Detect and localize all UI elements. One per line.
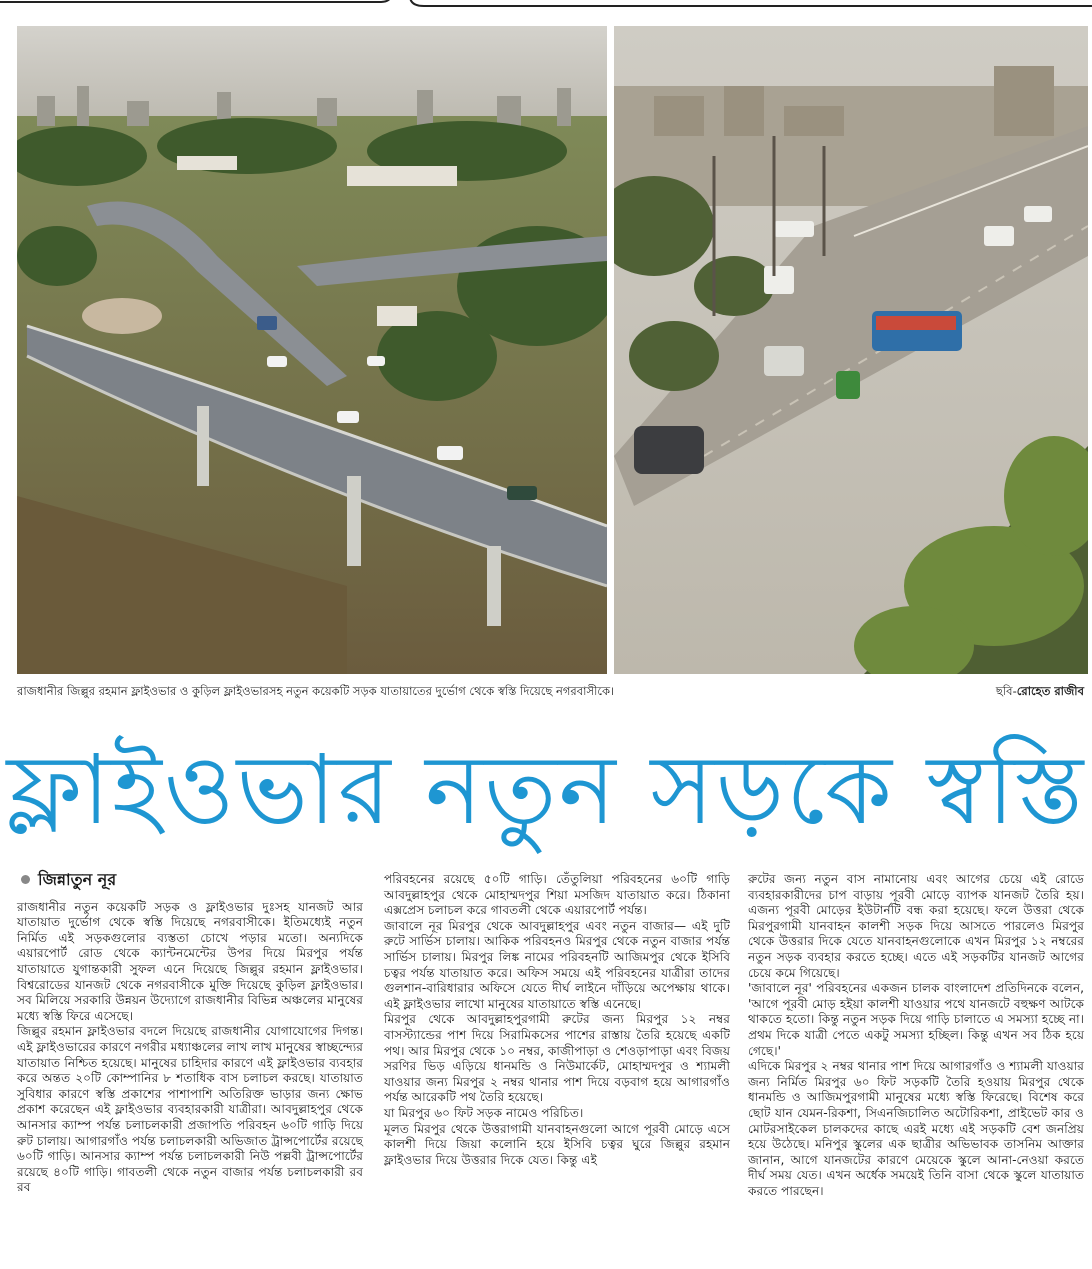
author-name: জিন্নাতুন নূর bbox=[38, 870, 117, 889]
photo-credit-name: রোহেত রাজীব bbox=[1016, 684, 1084, 698]
flyover-photo bbox=[17, 26, 607, 674]
paragraph: পরিবহনের রয়েছে ৫০টি গাড়ি। তেঁতুলিয়া পরিবহনের ৬০টি গাড়ি আবদুল্লাহপুর থেকে মোহাম্মদপুর শিয়া মসজিদ যাতায়াত করে। ঠিকানা এক্সপ্রেস চলাচল করে গাবতলী থেকে এয়ারপোর্ট পর্যন্ত। bbox=[384, 872, 730, 918]
paragraph: এদিকে মিরপুর ২ নম্বর থানার পাশ দিয়ে আগারগাঁও ও শ্যামলী যাওয়ার জন্য নির্মিত মিরপুর ৬০ ফিট সড়কটি তৈরি হওয়ায় মিরপুর থেকে ধানমন্ডি ও আজিমপুরগামী মানুষের মধ্যে স্বস্তি ফিরেছে। বিশেষ করে ছোট যান যেমন-রিকশা, সিএনজিচালিত অটোরিকশা, প্রাইভেট কার ও মোটরসাইকেল চালকদের কাছে এরই মধ্যে এই সড়কটি বেশ জনপ্রিয় হয়ে উঠেছে। মনিপুর স্কুলের এক ছাত্রীর অভিভাবক তাসনিম আক্তার জানান, আগে যানজটের কারণে মেয়েকে স্কুলে আনা-নেওয়া করতে দীর্ঘ সময় যেত। এখন অর্ধেক সময়েই তিনি বাসা থেকে স্কুলে যাতায়াত করতে পারছেন। bbox=[748, 1059, 1084, 1198]
highway-photo bbox=[614, 26, 1088, 674]
headline: ফ্লাইওভার নতুন সড়কে স্বস্তি bbox=[6, 734, 1086, 846]
paragraph: জাবালে নূর মিরপুর থেকে আবদুল্লাহপুর এবং নতুন বাজার— এই দুটি রুটে সার্ভিস চালায়। আকিক পরিবহনও মিরপুর থেকে নতুন বাজার পর্যন্ত সার্ভিস চালায়। মিরপুর লিঙ্ক নামের পরিবহনটি আজিমপুর থেকে ইসিবি চত্বর পর্যন্ত যাতায়াত করে। অফিস সময়ে এই পরিবহনের যাত্রীরা তাদের গুলশান-বারিধারার অফিসে যেতে দীর্ঘ লাইনে দাঁড়িয়ে অপেক্ষায় থাকে। এই ফ্লাইওভার লাখো মানুষের যাতায়াতে স্বস্তি এনেছে। bbox=[384, 918, 730, 1011]
byline bbox=[17, 872, 363, 888]
paragraph: মূলত মিরপুর থেকে উত্তরাগামী যানবাহনগুলো আগে পূরবী মোড়ে এসে কালশী দিয়ে জিয়া কলোনি হয়ে ইসিবি চত্বর ঘুরে জিল্লুর রহমান ফ্লাইওভার দিয়ে উত্তরার দিকে যেত। কিন্তু এই bbox=[384, 1121, 730, 1167]
article-column-3 bbox=[748, 872, 1084, 1199]
paragraph: যা মিরপুর ৬০ ফিট সড়ক নামেও পরিচিত। bbox=[384, 1105, 584, 1120]
photo-credit bbox=[996, 683, 1084, 702]
article-column-1 bbox=[17, 872, 363, 1196]
photo-credit-prefix: ছবি- bbox=[995, 684, 1017, 698]
paragraph: মিরপুর থেকে আবদুল্লাহপুরগামী রুটের জন্য মিরপুর ১২ নম্বর বাসস্ট্যান্ডের পাশ দিয়ে সিরামিকসের পাশের রাস্তায় তৈরি হয়েছে একটি পথ। আর মিরপুর থেকে ১০ নম্বর, কাজীপাড়া ও শেওড়াপাড়া এবং বিজয় সরণির ভিড় এড়িয়ে ধানমন্ডি ও নিউমার্কেট, মোহাম্মদপুর ও শ্যামলী যাওয়ার জন্য মিরপুর ২ নম্বর থানার পাশ দিয়ে বড়বাগ হয়ে আগারগাঁও পর্যন্ত আরেকটি পথ তৈরি হয়েছে। bbox=[384, 1012, 730, 1105]
top-border-decoration bbox=[0, 0, 1092, 18]
bullet-icon bbox=[21, 875, 30, 884]
article-column-2 bbox=[384, 872, 730, 1168]
photo-caption: রাজধানীর জিল্লুর রহমান ফ্লাইওভার ও কুড়িল ফ্লাইওভারসহ নতুন কয়েকটি সড়ক যাতায়াতের দুর্ভোগ থেকে স্বস্তি দিয়েছে নগরবাসীকে। bbox=[17, 684, 615, 698]
paragraph: রাজধানীর নতুন কয়েকটি সড়ক ও ফ্লাইওভার দুঃসহ যানজট আর যাতায়াত দুর্ভোগ থেকে স্বস্তি দিয়েছে নগরবাসীকে। ইতিমধ্যেই নতুন নির্মিত এই সড়কগুলোর ব্যস্ততা চোখে পড়ার মতো। অন্যদিকে এয়ারপোর্ট রোড থেকে ক্যান্টনমেন্টের উপর দিয়ে মিরপুর পর্যন্ত যাতায়াতে যুগান্তকারী সুফল এনে দিয়েছে জিল্লুর রহমান ফ্লাইওভার। বিশ্বরোডের যানজট থেকে নগরবাসীকে মুক্তি দিয়েছে কুড়িল ফ্লাইওভার। সব মিলিয়ে সরকারি উন্নয়ন উদ্যোগে রাজধানীর বিভিন্ন অঞ্চলের মানুষের মধ্যে স্বস্তি ফিরে এসেছে। bbox=[17, 899, 363, 1023]
paragraph: 'জাবালে নূর' পরিবহনের একজন চালক বাংলাদেশ প্রতিদিনকে বলেন, 'আগে পূরবী মোড় হইয়া কালশী যাওয়ার পথে যানজটে বহুক্ষণ আটকে থাকতে হতো। কিন্তু নতুন সড়ক দিয়ে গাড়ি চালাতে এ সমস্যা হচ্ছে না। প্রথম দিকে যাত্রী পেতে একটু সমস্যা হচ্ছিল। কিন্তু এখন সব ঠিক হয়ে গেছে।' bbox=[748, 981, 1084, 1058]
paragraph: জিল্লুর রহমান ফ্লাইওভার বদলে দিয়েছে রাজধানীর যোগাযোগের দিগন্ত। এই ফ্লাইওভারের কারণে নগরীর মধ্যাঞ্চলের লাখ লাখ মানুষের স্বাচ্ছন্দ্যের যাতায়াত নিশ্চিত হয়েছে। মানুষের চাহিদার কারণে এই ফ্লাইওভার ব্যবহার করে অন্তত ২০টি কোম্পানির ৮ শতাধিক বাস চলাচল করছে। যাতায়াত সুবিধার কারণে স্বস্তি প্রকাশের পাশাপাশি অতিরিক্ত ভাড়ার জন্য ক্ষোভ প্রকাশ করেছেন এই ফ্লাইওভার ব্যবহারকারী যাত্রীরা। আবদুল্লাহপুর থেকে আনসার ক্যাম্প পর্যন্ত চলাচলকারী প্রজাপতি পরিবহন ৬০টি গাড়ি দিয়ে রুট চালায়। আগারগাঁও পর্যন্ত চলাচলকারী অভিজাত ট্রান্সপোর্টের রয়েছে ৬০টি গাড়ি। আনসার ক্যাম্প পর্যন্ত চলাচলকারী নিউ পল্লবী ট্রান্সপোর্টের রয়েছে ৪০টি গাড়ি। গাবতলী থেকে নতুন বাজার পর্যন্ত চলাচলকারী রব রব bbox=[17, 1024, 363, 1195]
paragraph: রুটের জন্য নতুন বাস নামানোয় এবং আগের চেয়ে এই রোডে ব্যবহারকারীদের চাপ বাড়ায় পূরবী মোড়ে ব্যাপক যানজট তৈরি হয়। এজন্য পূরবী মোড়ের ইউটার্নটি বন্ধ করা হয়েছে। ফলে উত্তরা থেকে মিরপুরগামী যানবাহন কালশী সড়ক দিয়ে আসতে পারলেও মিরপুর থেকে উত্তরার দিকে যেতে যানবাহনগুলোকে এখন মিরপুর ১২ নম্বরের নতুন সড়ক ব্যবহার করতে হচ্ছে। এতে এই সড়কটির যানজট আগের চেয়ে কমে গিয়েছে। bbox=[748, 872, 1084, 980]
